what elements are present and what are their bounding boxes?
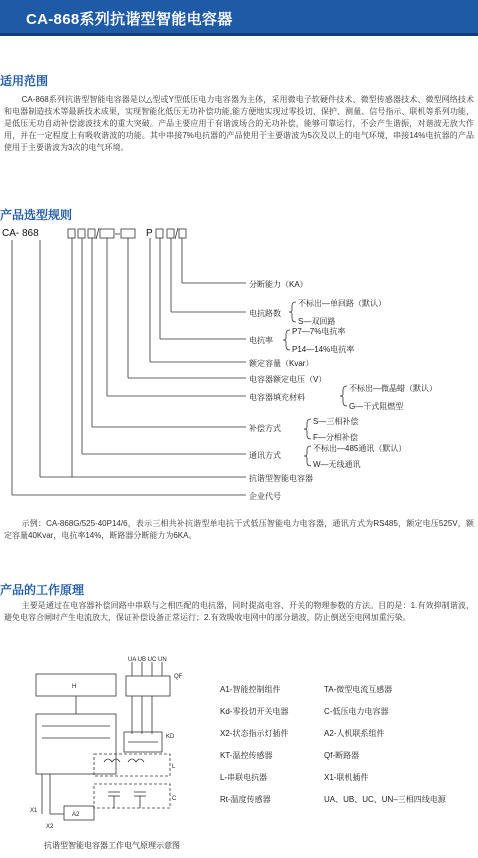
loop-option-1: 不标出—单回路（默认） (298, 299, 386, 308)
label-breaking: 分断能力（KA） (249, 280, 308, 289)
label-communication: 通讯方式 (249, 451, 281, 460)
component-right-5: X1-联机插件 (324, 773, 369, 782)
circuit-diagram (24, 654, 224, 834)
diagram-h-label: H (72, 684, 77, 690)
component-left-4: KT-温控传感器 (220, 751, 273, 760)
component-right-4: Qf-断路器 (324, 751, 360, 760)
loop-option-2: S—双回路 (298, 317, 336, 326)
component-right-1: TA-微型电流互感器 (324, 685, 393, 694)
application-heading: 适用范围 (0, 74, 49, 88)
principle-heading: 产品的工作原理 (0, 583, 85, 597)
reactance-option-2: P14—14%电抗率 (292, 345, 355, 354)
diagram-c-label: C (172, 796, 177, 802)
diagram-caption: 抗谐型智能电容器工作电气原理示意图 (44, 841, 180, 850)
component-left-5: L-串联电抗器 (220, 773, 268, 782)
label-compensation: 补偿方式 (249, 424, 281, 433)
label-rated-capacity: 额定容量（Kvar） (249, 359, 314, 368)
component-left-3: X2-状态指示灯插件 (220, 729, 289, 738)
component-right-3: A2-人机联系组件 (324, 729, 385, 738)
filling-option-1: 不标出—微晶蜡（默认） (349, 384, 437, 393)
compensation-option-2: F—分相补偿 (313, 433, 358, 442)
model-code-tree (0, 226, 478, 506)
principle-text: 主要是通过在电容器补偿回路中串联与之相匹配的电抗器，同时提高电容、开关的物理参数的方法。目的是：1.有效抑制谐波，避免电容合闸时产生电流放大，保证补偿设备正常运行；2.有效吸收电网中的部分谐波，防止倒送至电网加重污染。 (4, 601, 474, 622)
diagram-bus-label: UA UB UC UN (128, 657, 167, 663)
application-text: CA-868系列抗谐型智能电容器是以△型或Y型低压电力电容器为主体，采用微电子软硬件技术、微型传感器技术、微型网络技术和电器制造技术等最新技术成果，实现智能化低压无功补偿功能,能方便地实现过零投切、保护、测量、信号指示、联机等系列功能，是低压无功自动补偿滤波技术的重大突破。产品主要应用于有谐波场合的无功补偿，能够可靠运行，不会产生谐振，对谐波无放大作用，并在一定程度上有吸收谐波的功能。其中串接7%电抗器的产品使用于主要谐波为5次及以上的电气环境，串接14%电抗器的产品使用于主要谐波为3次的电气环境。 (4, 95, 474, 152)
filling-option-2: G—干式阻燃型 (349, 402, 404, 411)
label-filling: 电容器填充材料 (249, 393, 305, 402)
compensation-option-1: S—三相补偿 (313, 417, 359, 426)
component-right-6: UA、UB、UC、UN–三相四线电源 (324, 795, 446, 804)
communication-option-2: W—无线通讯 (313, 460, 361, 469)
label-company-code: 企业代号 (249, 492, 281, 501)
page-title: CA-868系列抗谐型智能电容器 (26, 11, 233, 28)
label-rated-voltage: 电容器额定电压（V） (249, 375, 327, 384)
header-banner (0, 0, 478, 36)
component-right-2: C-低压电力电容器 (324, 707, 389, 716)
reactance-option-1: P7—7%电抗率 (292, 327, 346, 336)
label-loops: 电抗路数 (249, 309, 281, 318)
diagram-a2-label: A2 (72, 812, 80, 818)
component-left-1: A1-智能控制组件 (220, 685, 281, 694)
model-code-prefix: CA- 868 (2, 228, 39, 239)
component-left-2: Kd-零投切开关电器 (220, 707, 289, 716)
selection-example: 示例：CA-868G/525-40P14/6，表示三相共补抗谐型单电抗干式低压智能电力电容器，通讯方式为RS485，额定电压525V，额定容量40Kvar，电抗率14%，断路器分断能力为6KA。 (4, 519, 474, 540)
diagram-qf-label: QF (174, 674, 183, 680)
diagram-x1-label: X1 (30, 808, 38, 814)
label-type: 抗谐型智能电容器 (249, 474, 313, 483)
selection-heading: 产品选型规则 (0, 208, 73, 222)
component-left-6: Rt-温度传感器 (220, 795, 271, 804)
communication-option-1: 不标出—485通讯（默认） (313, 444, 407, 453)
diagram-l-label: L (172, 764, 176, 770)
model-code-p: P (146, 228, 153, 239)
label-reactance: 电抗率 (249, 336, 273, 345)
diagram-x2-label: X2 (46, 824, 54, 830)
diagram-kd-label: KD (166, 734, 175, 740)
